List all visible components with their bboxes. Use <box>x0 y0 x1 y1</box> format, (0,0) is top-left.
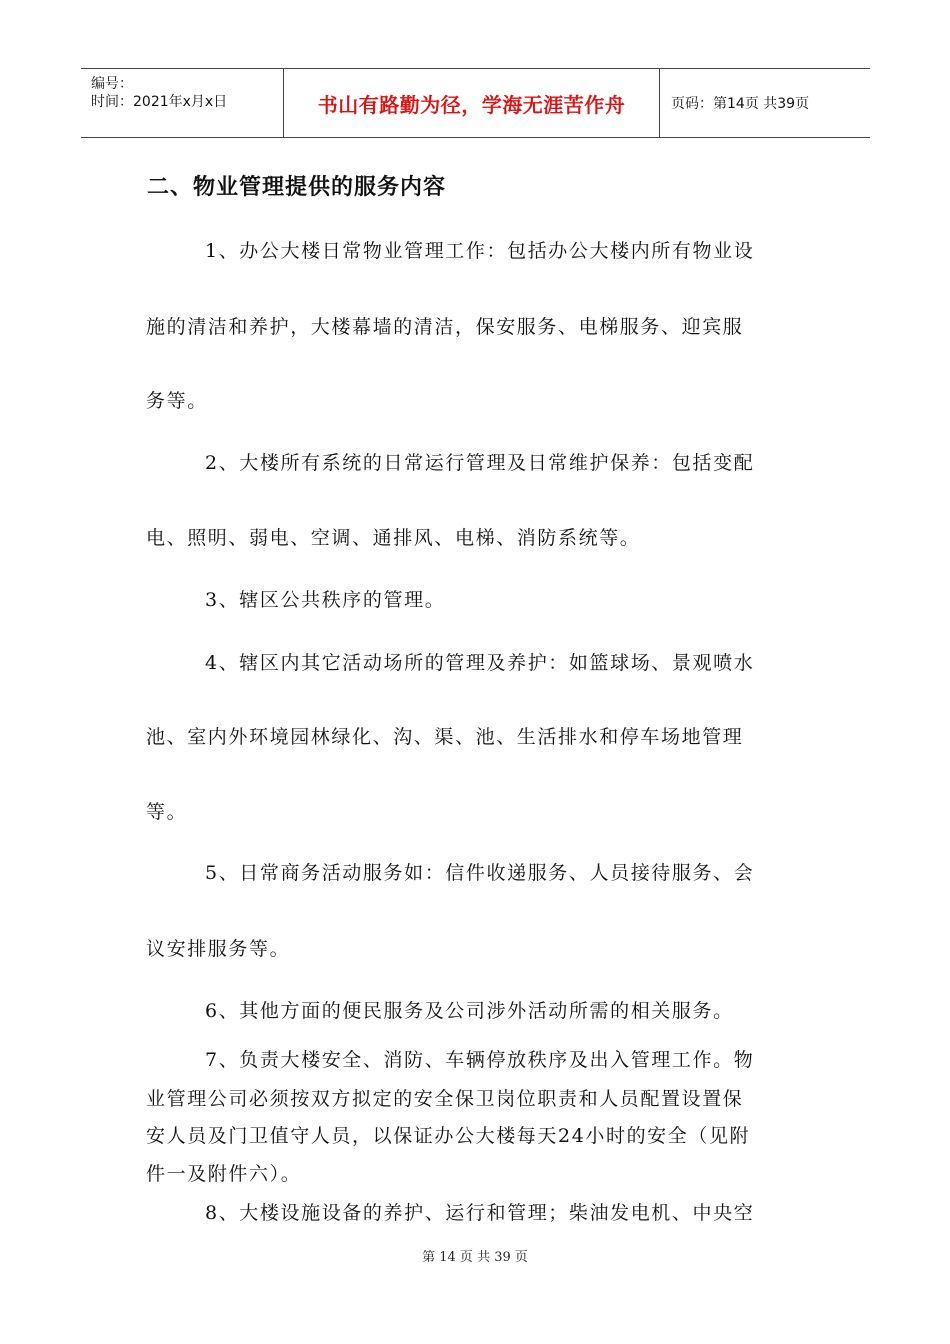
section-title: 二、物业管理提供的服务内容 <box>147 175 447 200</box>
header-meta <box>81 69 283 137</box>
page-footer: 第 14 页 共 39 页 <box>422 1250 528 1265</box>
paragraph-line: 件一及附件六）。 <box>146 1163 302 1185</box>
paragraph-line: 1、办公大楼日常物业管理工作：包括办公大楼内所有物业设 <box>205 240 755 262</box>
header-divider <box>659 69 660 137</box>
time-label: 时间：2021年x月x日 <box>91 94 228 110</box>
number-label: 编号： <box>91 76 133 92</box>
paragraph-line: 3、辖区公共秩序的管理。 <box>205 589 446 611</box>
paragraph-line: 务等。 <box>146 390 208 412</box>
header-motto: 书山有路勤为径，学海无涯苦作舟 <box>317 92 626 117</box>
paragraph-line: 7、负责大楼安全、消防、车辆停放秩序及出入管理工作。物 <box>205 1049 755 1071</box>
paragraph-line: 5、日常商务活动服务如：信件收递服务、人员接待服务、会 <box>205 862 755 884</box>
paragraph-line: 6、其他方面的便民服务及公司涉外活动所需的相关服务。 <box>205 1000 734 1022</box>
paragraph-line: 安人员及门卫值守人员，以保证办公大楼每天24小时的安全（见附 <box>146 1125 751 1147</box>
header-table <box>81 68 870 138</box>
paragraph-line: 议安排服务等。 <box>146 938 291 960</box>
paragraph-line: 4、辖区内其它活动场所的管理及养护：如篮球场、景观喷水 <box>205 652 755 674</box>
paragraph-line: 电、照明、弱电、空调、通排风、电梯、消防系统等。 <box>146 527 641 549</box>
paragraph-line: 2、大楼所有系统的日常运行管理及日常维护保养：包括变配 <box>205 452 755 474</box>
paragraph-line: 业管理公司必须按双方拟定的安全保卫岗位职责和人员配置设置保 <box>146 1088 744 1110</box>
paragraph-line: 施的清洁和养护，大楼幕墙的清洁，保安服务、电梯服务、迎宾服 <box>146 316 744 338</box>
paragraph-line: 等。 <box>146 801 188 823</box>
paragraph-line: 8、大楼设施设备的养护、运行和管理；柴油发电机、中央空 <box>205 1202 755 1224</box>
paragraph-line: 池、室内外环境园林绿化、沟、渠、池、生活排水和停车场地管理 <box>146 726 744 748</box>
page-label: 页码：第14页 共39页 <box>671 96 810 112</box>
